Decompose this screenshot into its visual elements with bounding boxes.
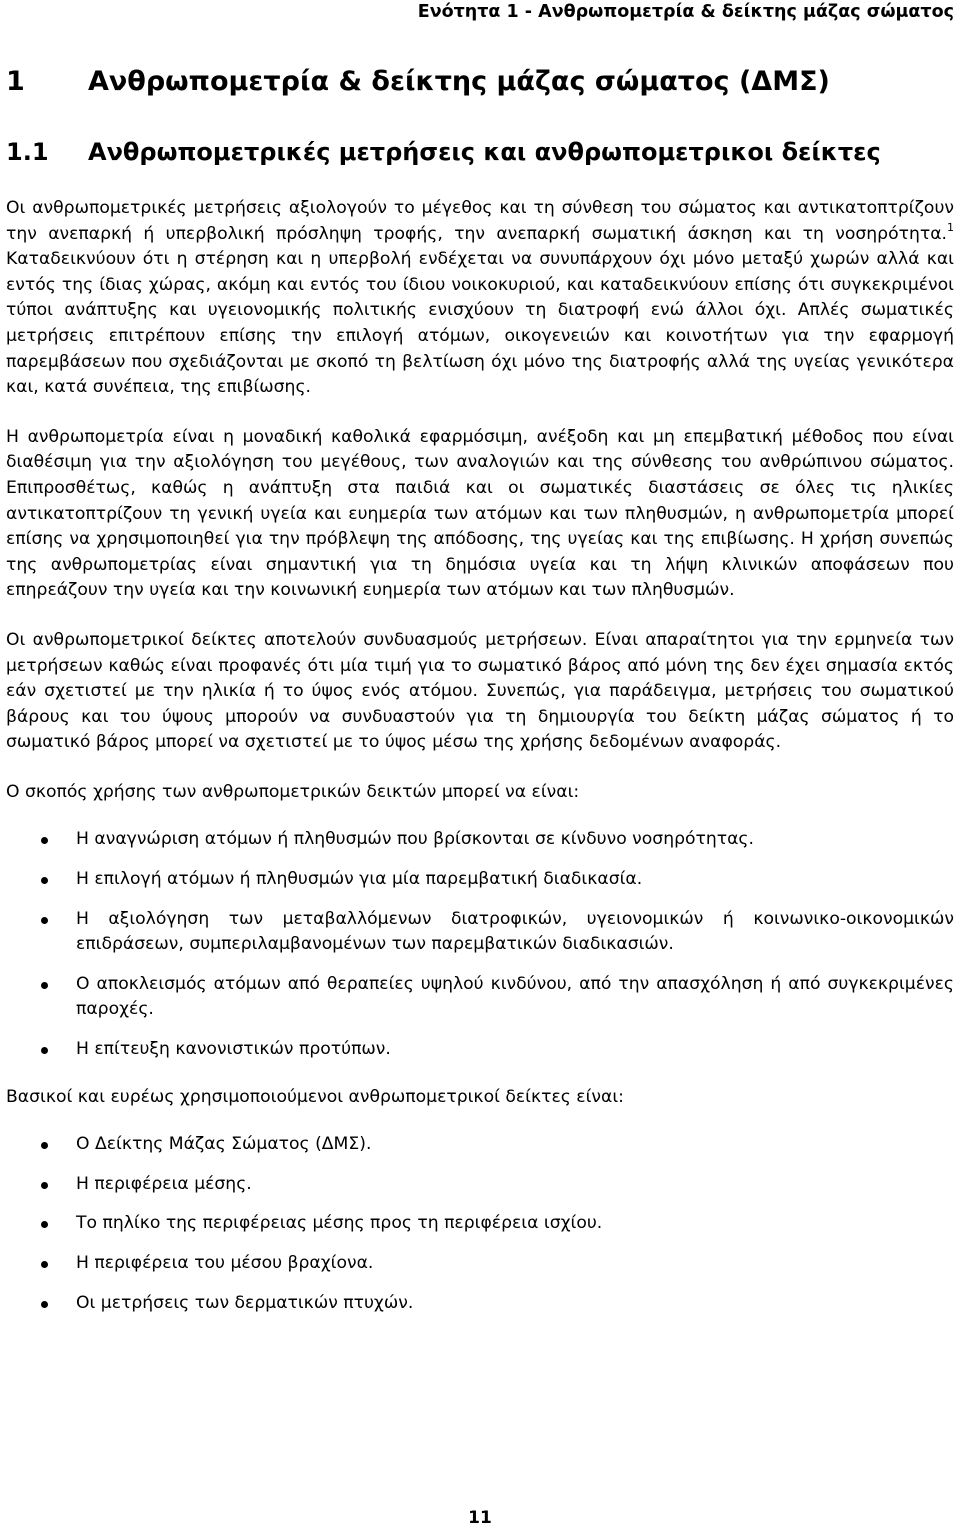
list-item: Ο αποκλεισμός ατόμων από θεραπείες υψηλού κινδύνου, από την απασχόληση ή από συγκεκριμένες παροχές. [6, 972, 954, 1023]
footnote-reference[interactable]: 1 [947, 220, 954, 234]
body-text [6, 196, 954, 1338]
section-title-text: Ανθρωπομετρία & δείκτης μάζας σώματος (ΔΜΣ) [88, 66, 830, 97]
list-item: Η αξιολόγηση των μεταβαλλόμενων διατροφικών, υγειονομικών ή κοινωνικο-οικονομικών επιδράσεων, συμπεριλαμβανομένων των παρεμβατικών διαδικασιών. [6, 907, 954, 958]
paragraph-1-part-a: Οι ανθρωπομετρικές μετρήσεις αξιολογούν το μέγεθος και τη σύνθεση του σώματος και αντικατοπτρίζουν την ανεπαρκή ή υπερβολική πρόσληψη τροφής, την ανεπαρκή σωματική άσκηση και τη νοσηρότητα. [6, 198, 954, 244]
list-item: Η αναγνώριση ατόμων ή πληθυσμών που βρίσκονται σε κίνδυνο νοσηρότητας. [6, 827, 954, 853]
section-title [6, 66, 830, 97]
purposes-intro: Ο σκοπός χρήσης των ανθρωπομετρικών δεικτών μπορεί να είναι: [6, 781, 580, 802]
indices-intro: Βασικοί και ευρέως χρησιμοποιούμενοι ανθρωπομετρικοί δείκτες είναι: [6, 1086, 624, 1107]
subsection-number: 1.1 [6, 138, 49, 166]
subsection-title [6, 138, 881, 166]
section-number: 1 [6, 66, 25, 97]
purposes-list [6, 827, 954, 1062]
list-item: Η επιλογή ατόμων ή πληθυσμών για μία παρεμβατική διαδικασία. [6, 867, 954, 893]
paragraph-1-part-b: Καταδεικνύουν ότι η στέρηση και η υπερβολή ενδέχεται να συνυπάρχουν όχι μόνο μεταξύ χωρών αλλά και εντός της ίδιας χώρας, ακόμη και εντός του ίδιου νοικοκυριού, και καταδεικνύουν επίσης ότι συγκεκριμένοι τύποι ανάπτυξης και υγειονομικής πολιτικής ενισχύουν τη διατροφή ενώ άλλοι όχι. Απλές σωματικές μετρήσεις επιτρέπουν επίσης την επιλογή ατόμων, οικογενειών και κοινοτήτων για την εφαρμογή παρεμβάσεων που σχεδιάζονται με σκοπό τη βελτίωση όχι μόνο της διατροφής αλλά της υγείας γενικότερα και, κατά συνέπεια, της επιβίωσης. [6, 249, 954, 398]
list-item: Η επίτευξη κανονιστικών προτύπων. [6, 1037, 954, 1063]
paragraph-3: Οι ανθρωπομετρικοί δείκτες αποτελούν συνδυασμούς μετρήσεων. Είναι απαραίτητοι για την ερμηνεία των μετρήσεων καθώς είναι προφανές ότι μία τιμή για το σωματικό βάρος από μόνη της δεν έχει σημασία εκτός εάν σχετιστεί με την ηλικία ή το ύψος ενός ατόμου. Συνεπώς, για παράδειγμα, μετρήσεις του σωματικού βάρους και του ύψους μπορούν να συνδυαστούν για τη δημιουργία του δείκτη μάζας σώματος ή το σωματικό βάρος μπορεί να σχετιστεί με το ύψος μέσω της χρήσης δεδομένων αναφοράς. [6, 629, 954, 753]
list-item: Το πηλίκο της περιφέρειας μέσης προς τη περιφέρεια ισχίου. [6, 1211, 954, 1237]
running-header: Ενότητα 1 - Ανθρωπομετρία & δείκτης μάζας σώματος [417, 2, 954, 22]
list-item: Οι μετρήσεις των δερματικών πτυχών. [6, 1291, 954, 1317]
list-item: Η περιφέρεια του μέσου βραχίονα. [6, 1251, 954, 1277]
list-item: Η περιφέρεια μέσης. [6, 1172, 954, 1198]
list-item: Ο Δείκτης Μάζας Σώματος (ΔΜΣ). [6, 1132, 954, 1158]
paragraph-1 [6, 196, 954, 401]
paragraph-2: Η ανθρωπομετρία είναι η μοναδική καθολικά εφαρμόσιμη, ανέξοδη και μη επεμβατική μέθοδος που είναι διαθέσιμη για την αξιολόγηση του μεγέθους, των αναλογιών και της σύνθεσης του ανθρώπινου σώματος. Επιπροσθέτως, καθώς η ανάπτυξη στα παιδιά και οι σωματικές διαστάσεις σε όλες τις ηλικίες αντικατοπτρίζουν τη γενική υγεία και ευημερία των ατόμων και των πληθυσμών, η ανθρωπομετρία μπορεί επίσης να χρησιμοποιηθεί για την πρόβλεψη της απόδοσης, της υγείας και της επιβίωσης. Η χρήση συνεπώς της ανθρωπομετρίας είναι σημαντική για τη δημόσια υγεία και τη λήψη κλινικών αποφάσεων που επηρεάζουν την υγεία και την κοινωνική ευημερία των ατόμων και των πληθυσμών. [6, 426, 954, 601]
page-number: 11 [468, 1508, 492, 1528]
subsection-title-text: Ανθρωπομετρικές μετρήσεις και ανθρωπομετρικοι δείκτες [88, 138, 881, 166]
indices-list [6, 1132, 954, 1316]
